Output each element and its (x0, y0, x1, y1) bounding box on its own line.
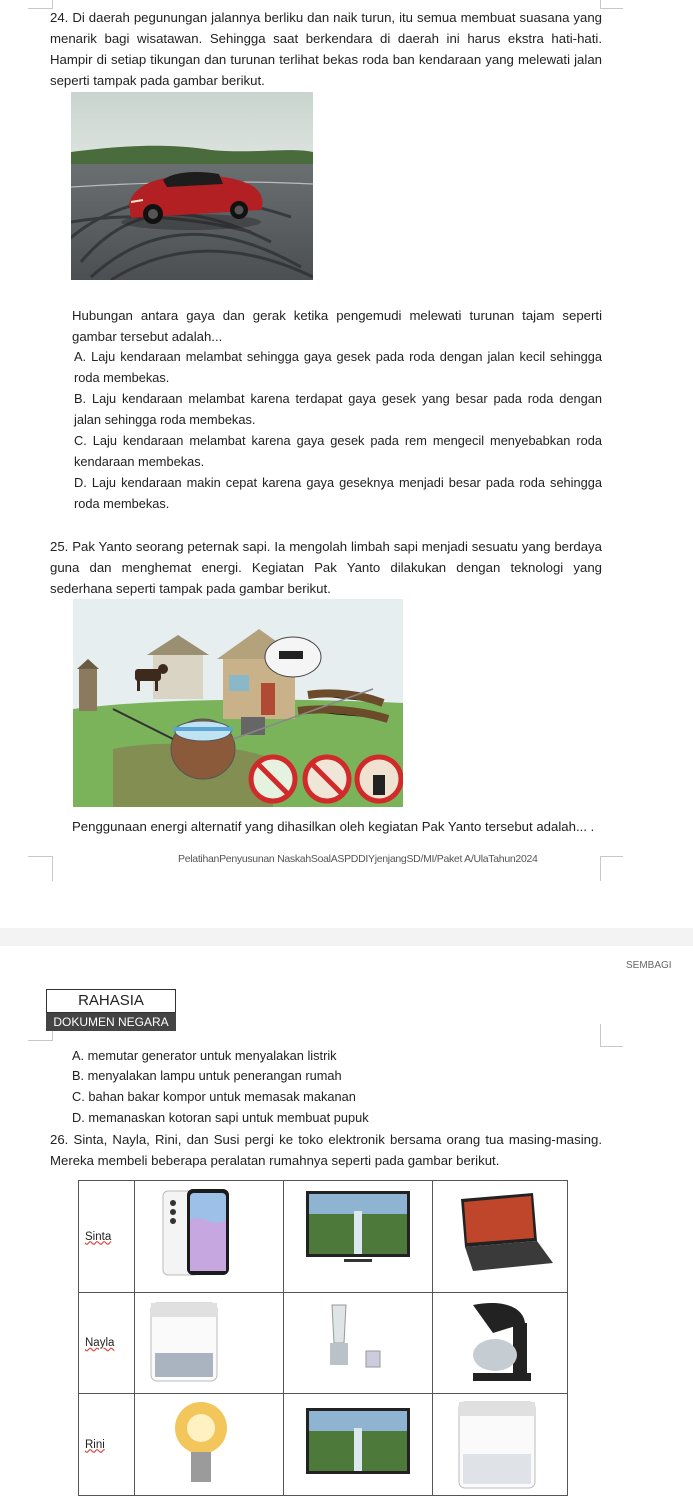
biogas-illustration (73, 599, 403, 807)
crop-mark (600, 856, 623, 881)
page-gap (0, 928, 693, 946)
sembagi-label: SEMBAGI (626, 960, 672, 971)
crop-mark (28, 856, 53, 881)
q24-option-a[interactable]: A. Laju kendaraan melambat sehingga gaya gesek pada roda dengan jalan kecil sehingga roda membekas. (74, 349, 602, 385)
q24-option-d[interactable]: D. Laju kendaraan makin cepat karena gaya geseknya menjadi besar pada roda sehingga roda membekas. (74, 475, 602, 511)
q25-stem: 25. Pak Yanto seorang peternak sapi. Ia mengolah limbah sapi menjadi sesuatu yang berdaya guna dan menghemat energi. Kegiatan Pak Yanto dilakukan dengan teknologi yang sederhana seperti tampak pada gambar berikut. (50, 539, 602, 596)
row-name-sinta: Sinta (79, 1181, 135, 1293)
car-drift-image (71, 92, 313, 280)
blender-image (284, 1293, 433, 1394)
television-image (284, 1394, 433, 1496)
q25-question: Penggunaan energi alternatif yang dihasilkan oleh kegiatan Pak Yanto tersebut adalah... . (72, 819, 595, 834)
table-row (79, 1394, 568, 1496)
q24-option-b[interactable]: B. Laju kendaraan melambat karena terdapat gaya gesek yang besar pada roda dengan jalan sehingga roda membekas. (74, 391, 602, 427)
footer-text: PelatihanPenyusunan NaskahSoalASPDDIYjenjangSD/MI/Paket A/UlaTahun2024 (178, 853, 538, 865)
q24-stem: 24. Di daerah pegunungan jalannya berliku dan naik turun, itu semua membuat suasana yang menarik bagi wisatawan. Sehingga saat berkendara di daerah ini harus ekstra hati-hati. Hampir di setiap tikungan dan turunan terlihat bekas roda ban kendaraan yang melewati jalan seperti tampak pada gambar berikut. (50, 10, 602, 88)
washing-machine-image (135, 1293, 284, 1394)
light-bulb-image (135, 1394, 284, 1496)
crop-mark (600, 0, 623, 9)
row-name-nayla: Nayla (79, 1293, 135, 1394)
appliance-table (78, 1180, 568, 1496)
stamp-dokumen-negara: DOKUMEN NEGARA (46, 1013, 176, 1031)
laptop-image (433, 1181, 568, 1293)
q24-option-c[interactable]: C. Laju kendaraan melambat karena gaya gesek pada rem mengecil menyebabkan roda kendaraan membekas. (74, 433, 602, 469)
q25-option-d[interactable]: D. memanaskan kotoran sapi untuk membuat pupuk (72, 1110, 369, 1125)
q25-option-c[interactable]: C. bahan bakar kompor untuk memasak makanan (72, 1089, 356, 1104)
crop-mark (600, 1024, 623, 1047)
q24-question: Hubungan antara gaya dan gerak ketika pengemudi melewati turunan tajam seperti gambar tersebut adalah... (72, 308, 602, 344)
q25-option-b[interactable]: B. menyalakan lampu untuk penerangan rumah (72, 1068, 342, 1083)
stamp-rahasia: RAHASIA (46, 989, 176, 1013)
row-name-rini: Rini (79, 1394, 135, 1496)
table-row (79, 1181, 568, 1293)
q26-stem: 26. Sinta, Nayla, Rini, dan Susi pergi ke toko elektronik bersama orang tua masing-masing. Mereka membeli beberapa peralatan rumahnya seperti pada gambar berikut. (50, 1132, 602, 1168)
stand-mixer-image (433, 1293, 568, 1394)
television-image (284, 1181, 433, 1293)
washing-machine-image (433, 1394, 568, 1496)
q25-option-a[interactable]: A. memutar generator untuk menyalakan listrik (72, 1048, 337, 1063)
smartphone-image (135, 1181, 284, 1293)
table-row (79, 1293, 568, 1394)
